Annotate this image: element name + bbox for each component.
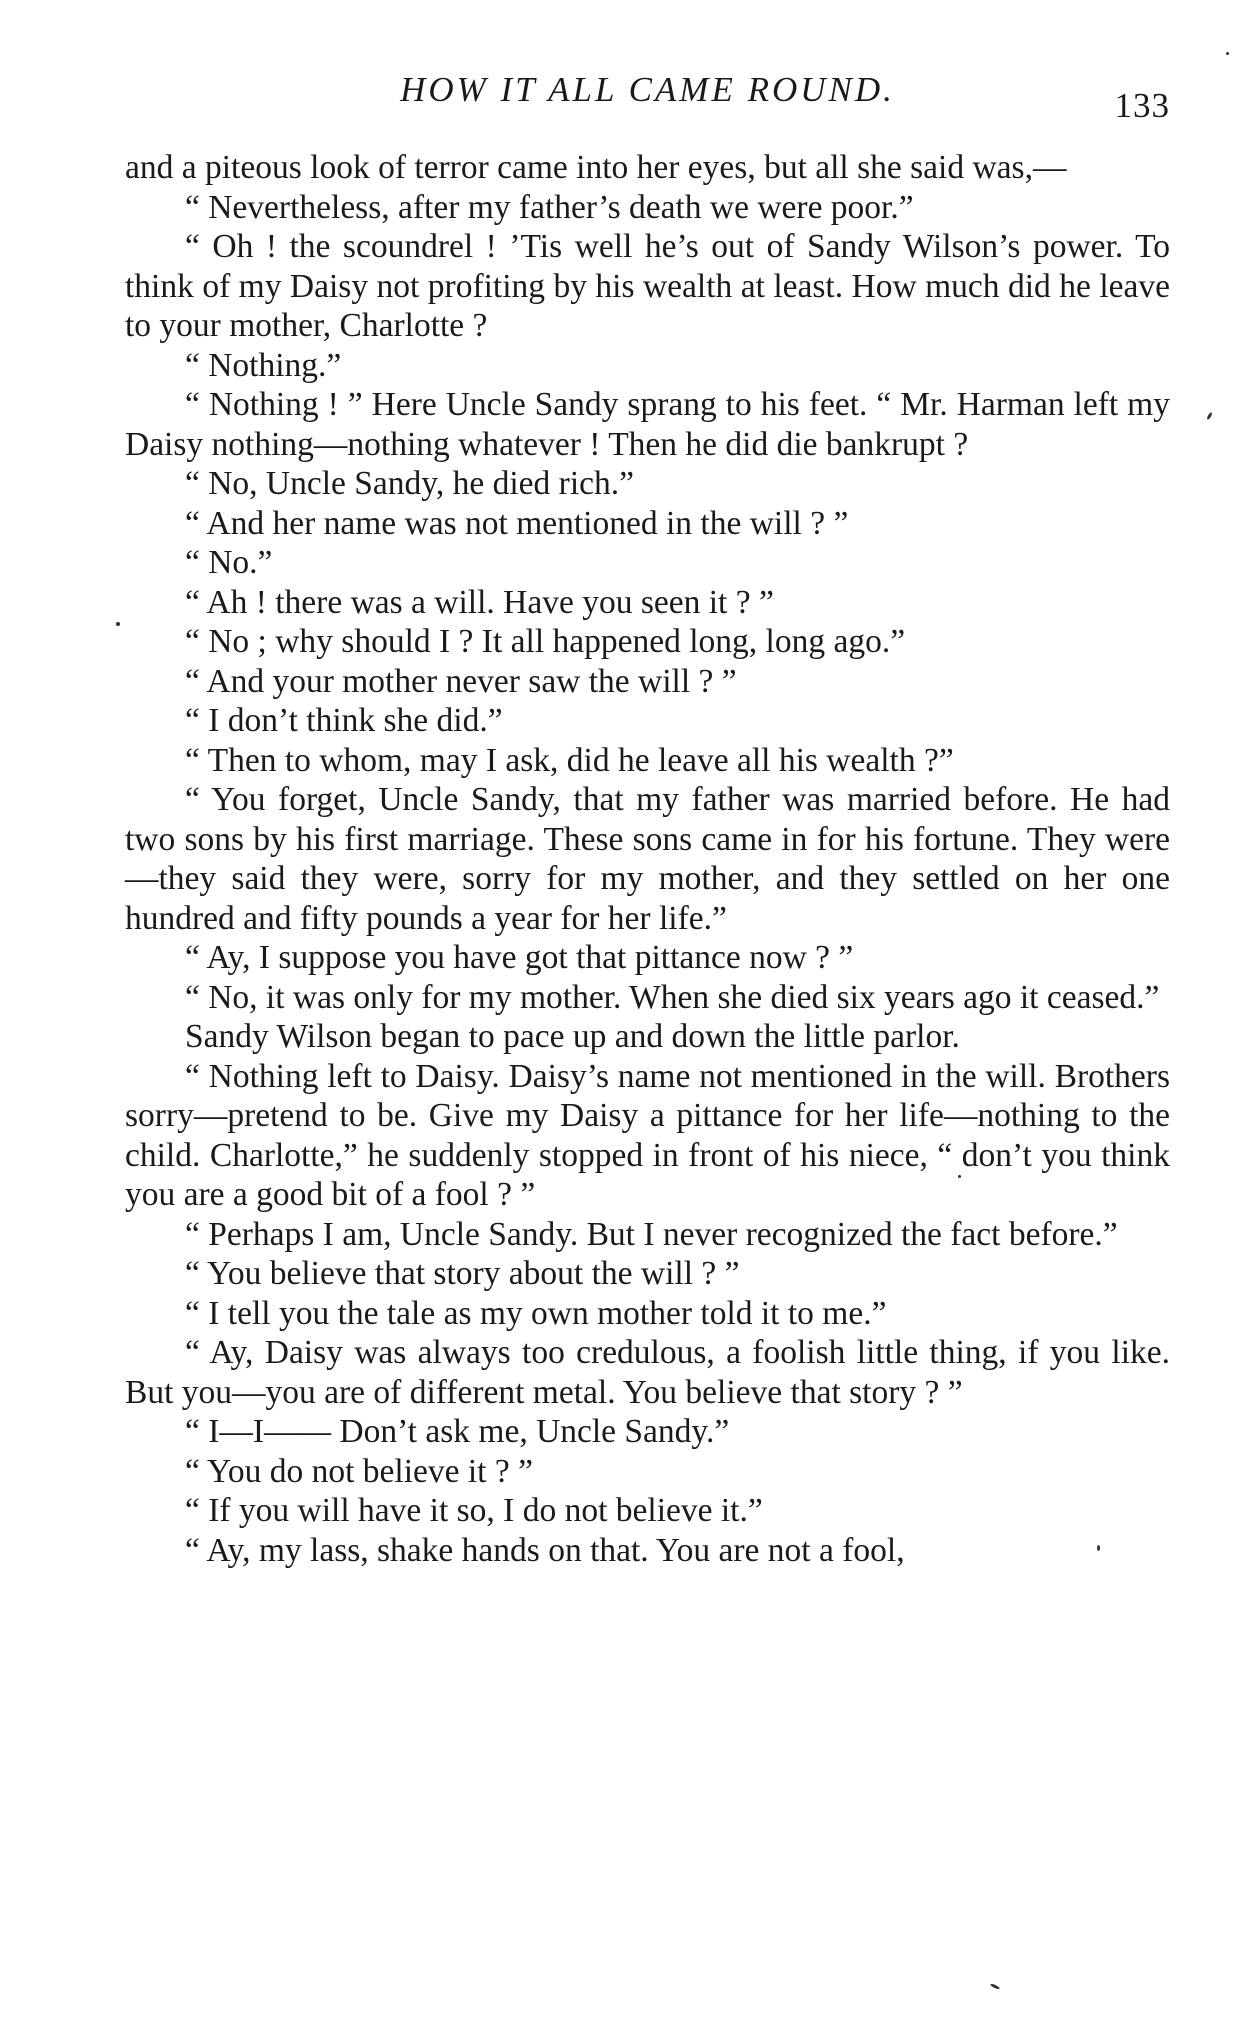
running-title: HOW IT ALL CAME ROUND. [400, 70, 895, 109]
paragraph: “ I—I—— Don’t ask me, Uncle Sandy.” [185, 1413, 730, 1450]
paragraph: “ If you will have it so, I do not believe it.” [185, 1492, 763, 1529]
paragraph: and a piteous look of terror came into her eyes, but all she said was,— [125, 149, 1067, 186]
paragraph: “ Nevertheless, after my father’s death we were poor.” [185, 188, 914, 226]
paragraph: “ Nothing left to Daisy. Daisy’s name not mentioned in the will. Brothers sorry—pretend to be. Give my Daisy a pittance for her life—nothing to the child. Charlotte,” he suddenly stopped in front of his niece, “ don’t you think you are a good bit of a fool ? ” [125, 1057, 1170, 1213]
paragraph: “ I tell you the tale as my own mother told it to me.” [185, 1294, 887, 1332]
paragraph: “ You believe that story about the will ? ” [185, 1255, 740, 1292]
body-text [125, 148, 1170, 1570]
paragraph: “ Ay, my lass, shake hands on that. You are not a fool, [185, 1531, 905, 1569]
paragraph: “ You forget, Uncle Sandy, that my father was married before. He had two sons by his first marriage. These sons came in for his fortune. They were—they said they were, sorry for my mother, and they settled on her one hundred and fifty pounds a year for her life.” [125, 781, 1170, 937]
paragraph: “ Ay, I suppose you have got that pittance now ? ” [185, 939, 854, 976]
paragraph: “ No, it was only for my mother. When she died six years ago it ceased.” [185, 978, 1160, 1016]
paragraph: “ Oh ! the scoundrel ! ’Tis well he’s out of Sandy Wilson’s power. To think of my Daisy not profiting by his wealth at least. How much did he leave to your mother, Charlotte ? [125, 228, 1170, 344]
print-speck [1097, 1545, 1100, 1551]
paragraph: “ No ; why should I ? It all happened long, long ago.” [185, 623, 906, 660]
paragraph: “ Nothing ! ” Here Uncle Sandy sprang to his feet. “ Mr. Harman left my Daisy nothing—nothing whatever ! Then he did die bankrupt ? [125, 386, 1170, 463]
print-speck [990, 1983, 1000, 1990]
running-header [125, 70, 1170, 125]
print-speck [1206, 412, 1213, 420]
paragraph: “ Then to whom, may I ask, did he leave all his wealth ?” [185, 741, 954, 779]
paragraph: “ Perhaps I am, Uncle Sandy. But I never recognized the fact before.” [185, 1215, 1118, 1253]
print-speck [958, 1175, 961, 1178]
paragraph: “ And your mother never saw the will ? ” [185, 662, 737, 700]
paragraph: “ No, Uncle Sandy, he died rich.” [185, 465, 634, 502]
paragraph: “ Nothing.” [185, 346, 342, 384]
paragraph: “ Ah ! there was a will. Have you seen it ? ” [185, 583, 774, 621]
paragraph: “ And her name was not mentioned in the will ? ” [185, 504, 849, 542]
paragraph: “ I don’t think she did.” [185, 702, 503, 739]
paragraph: Sandy Wilson began to pace up and down the little parlor. [185, 1018, 960, 1055]
print-speck [116, 622, 120, 626]
page-number: 133 [1114, 86, 1170, 125]
paragraph: “ Ay, Daisy was always too credulous, a foolish little thing, if you like. But you—you are of different metal. You believe that story ? ” [125, 1334, 1170, 1411]
paragraph: “ You do not believe it ? ” [185, 1452, 533, 1490]
paragraph: “ No.” [185, 544, 273, 581]
print-speck [1226, 52, 1229, 55]
